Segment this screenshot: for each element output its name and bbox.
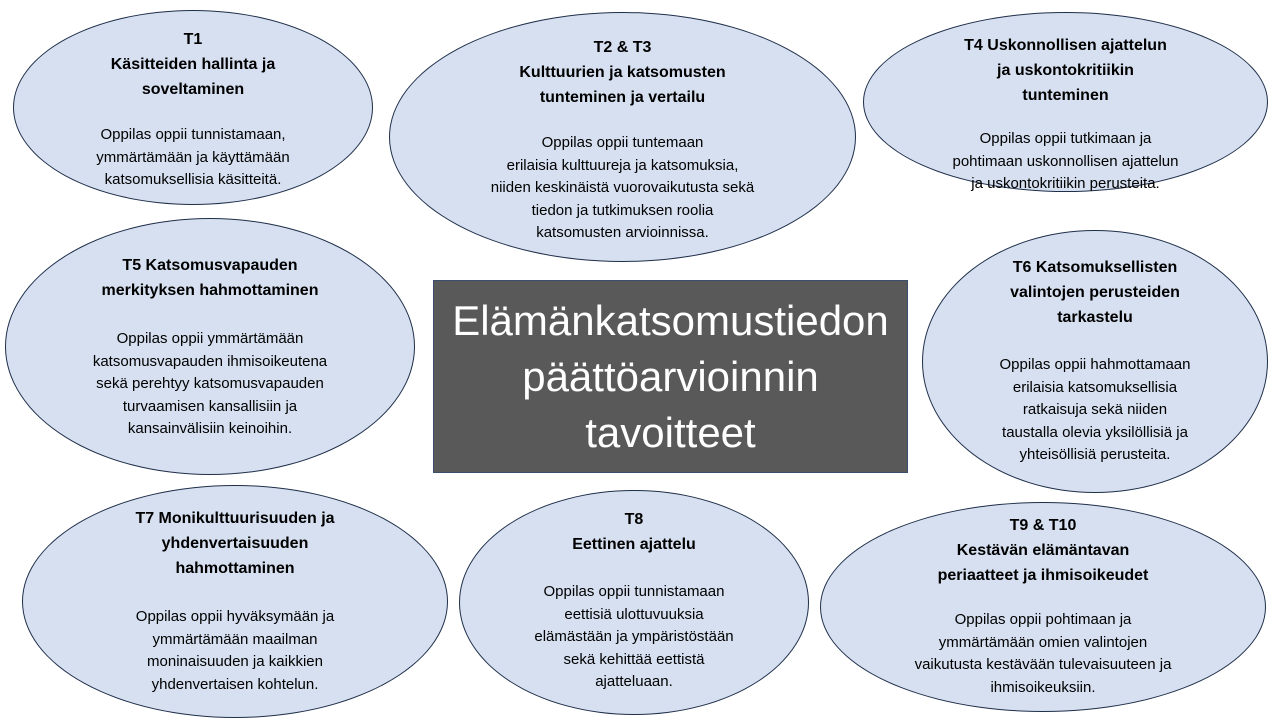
goal-t9-t10-heading-2: Kestävän elämäntavan: [956, 542, 1130, 559]
goal-t9-t10-heading-1: T9 & T10: [1009, 517, 1077, 534]
goal-t7-body-3: moninaisuuden ja kaikkien: [147, 653, 323, 670]
goal-t7-heading-2: yhdenvertaisuuden: [161, 535, 309, 552]
goal-t2-t3-heading-2: Kulttuurien ja katsomusten: [519, 64, 726, 81]
goal-t5-body-2: katsomusvapauden ihmisoikeutena: [92, 352, 328, 370]
goal-t5-body-3: sekä perehtyy katsomusvapauden: [96, 375, 324, 392]
goal-t2-t3-body-2: erilaisia kulttuureja ja katsomuksia,: [506, 156, 739, 174]
goal-t8-body-1: Oppilas oppii tunnistamaan: [543, 583, 725, 600]
goal-t6-body-1: Oppilas oppii hahmottamaan: [999, 356, 1191, 373]
goal-t5-heading-2: merkityksen hahmottaminen: [101, 282, 319, 299]
goal-t2-t3-body-5: katsomusten arvioinnissa.: [536, 224, 709, 241]
goal-oval-t8: [459, 490, 809, 715]
goal-t1-heading-3: soveltaminen: [141, 81, 245, 98]
goal-t4-body-1: Oppilas oppii tutkimaan ja: [979, 130, 1152, 147]
goal-t7-body-2: ymmärtämään maailman: [152, 630, 318, 648]
goal-oval-t1: [13, 10, 373, 205]
goal-t2-t3-heading-3: tunteminen ja vertailu: [539, 89, 706, 106]
goal-t6-heading-3: tarkastelu: [1057, 309, 1133, 326]
goal-oval-t6: [922, 230, 1268, 493]
goal-t1-body-2: ymmärtämään ja käyttämään: [96, 148, 290, 166]
center-title-line-1: Elämänkatsomustiedon: [452, 296, 889, 344]
goal-t9-t10-body-1: Oppilas oppii pohtimaan ja: [954, 611, 1132, 628]
goal-t9-t10-body-4: ihmisoikeuksiin.: [990, 678, 1096, 696]
goal-t2-t3-body-4: tiedon ja tutkimuksen roolia: [531, 201, 714, 219]
goal-t8-body-3: elämästään ja ympäristöstään: [534, 628, 734, 645]
goal-t6-heading-1: T6 Katsomuksellisten: [1012, 259, 1178, 276]
goal-t9-t10-body-2: ymmärtämään omien valintojen: [938, 633, 1148, 651]
goal-t2-t3-body-1: Oppilas oppii tuntemaan: [541, 134, 704, 151]
goal-t8-body-2: eettisiä ulottuvuuksia: [564, 605, 704, 623]
goal-t1-heading-1: T1: [183, 31, 203, 48]
center-title-box: [433, 280, 908, 473]
goal-t6-body-3: ratkaisuja sekä niiden: [1022, 401, 1168, 418]
goal-t6-body-4: taustalla olevia yksilöllisiä ja: [1002, 423, 1188, 441]
goal-t7-heading-3: hahmottaminen: [175, 560, 295, 577]
goal-t5-body-1: Oppilas oppii ymmärtämään: [116, 330, 304, 347]
goal-t8-heading-1: T8: [624, 511, 644, 528]
goal-t5-body-4: turvaamisen kansallisiin ja: [122, 397, 298, 415]
goal-t1-heading-2: Käsitteiden hallinta ja: [110, 56, 276, 73]
goal-t6-body-2: erilaisia katsomuksellisia: [1012, 378, 1178, 396]
goal-t6-heading-2: valintojen perusteiden: [1010, 284, 1180, 301]
goal-t4-body-2: pohtimaan uskonnollisen ajattelun: [952, 152, 1179, 170]
goal-t1-body-3: katsomuksellisia käsitteitä.: [104, 171, 282, 188]
goal-oval-t5: [5, 218, 415, 475]
goal-oval-t4: [863, 12, 1268, 192]
goal-t2-t3-body-3: niiden keskinäistä vuorovaikutusta sekä: [490, 179, 755, 196]
goal-t4-heading-2: ja uskontokritiikin: [997, 62, 1134, 79]
goal-t7-body-4: yhdenvertaisen kohtelun.: [151, 675, 319, 693]
goal-t4-body-3: ja uskontokritiikin perusteita.: [971, 175, 1160, 192]
goal-t4-heading-1: T4 Uskonnollisen ajattelun: [964, 37, 1167, 54]
goal-t8-heading-2: Eettinen ajattelu: [572, 536, 696, 553]
goal-t7-heading-1: T7 Monikulttuurisuuden ja: [135, 510, 335, 527]
goal-t6-body-5: yhteisöllisiä perusteita.: [1019, 446, 1171, 463]
goal-t8-body-4: sekä kehittää eettistä: [563, 650, 705, 668]
goal-t7-body-1: Oppilas oppii hyväksymään ja: [135, 608, 335, 625]
goal-t9-t10-body-3: vaikutusta kestävään tulevaisuuteen ja: [914, 656, 1172, 673]
goal-t2-t3-heading-1: T2 & T3: [593, 39, 652, 56]
goal-t8-body-5: ajatteluaan.: [595, 673, 673, 690]
goal-t1-body-1: Oppilas oppii tunnistamaan,: [100, 126, 286, 143]
center-title-line-2: päättöarvioinnin: [522, 352, 819, 400]
goal-t5-heading-1: T5 Katsomusvapauden: [122, 257, 298, 274]
goal-oval-t2-t3: [389, 12, 856, 262]
center-title-line-3: tavoitteet: [585, 408, 756, 456]
goal-t5-body-5: kansainvälisiin keinoihin.: [127, 420, 293, 437]
goal-oval-t7: [22, 485, 448, 718]
goal-t4-heading-3: tunteminen: [1022, 87, 1109, 104]
goal-t9-t10-heading-3: periaatteet ja ihmisoikeudet: [937, 567, 1149, 584]
goal-oval-t9-t10: [820, 502, 1266, 712]
